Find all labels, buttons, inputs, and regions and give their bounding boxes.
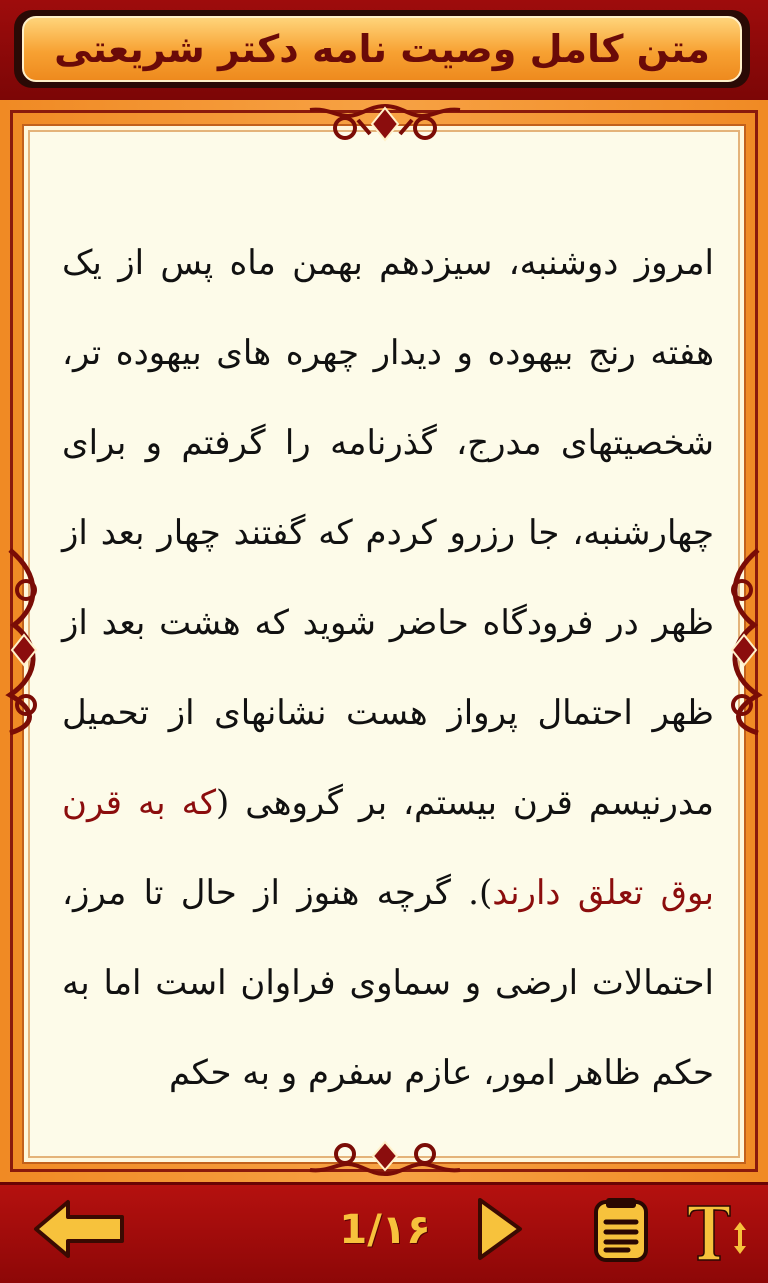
left-ornament-icon xyxy=(0,545,48,735)
page-indicator: 1/۱۶ xyxy=(339,1207,431,1253)
top-ornament-icon xyxy=(300,100,470,146)
next-page-icon[interactable] xyxy=(476,1196,524,1262)
back-arrow-icon[interactable] xyxy=(32,1198,126,1260)
title-banner xyxy=(22,16,742,82)
reading-page[interactable] xyxy=(22,124,746,1164)
right-ornament-icon xyxy=(720,545,768,735)
bottom-ornament-icon xyxy=(300,1140,470,1180)
document-icon[interactable] xyxy=(592,1198,650,1264)
text-before: امروز دوشنبه، سیزدهم بهمن ماه پس از یک هفته رنج بیهوده و دیدار چهره های بیهوده تر، شخصیتهای مدرج، گذرنامه را گرفتم و برای چهارشنبه، جا رزرو کردم که گفتند چهار بعد از ظهر در فرودگاه حاضر شوید که هشت بعد از ظهر احتمال پرواز هست نشانهای از تحمیل مدرنیسم قرن بیستم، بر گروهی ( xyxy=(62,243,715,823)
article-text xyxy=(62,218,714,1164)
text-highlight: که به قرن بوق تعلق دارند xyxy=(62,783,714,913)
page-title: متن کامل وصیت نامه دکتر شریعتی xyxy=(54,27,710,71)
title-bar xyxy=(0,0,768,100)
text-size-icon[interactable] xyxy=(684,1200,754,1262)
text-after: ). گرچه هنوز از حال تا مرز، احتمالات ارضی و سماوی فراوان است اما به حکم ظاهر امور، عازم سفرم و به حکم xyxy=(62,873,714,1093)
